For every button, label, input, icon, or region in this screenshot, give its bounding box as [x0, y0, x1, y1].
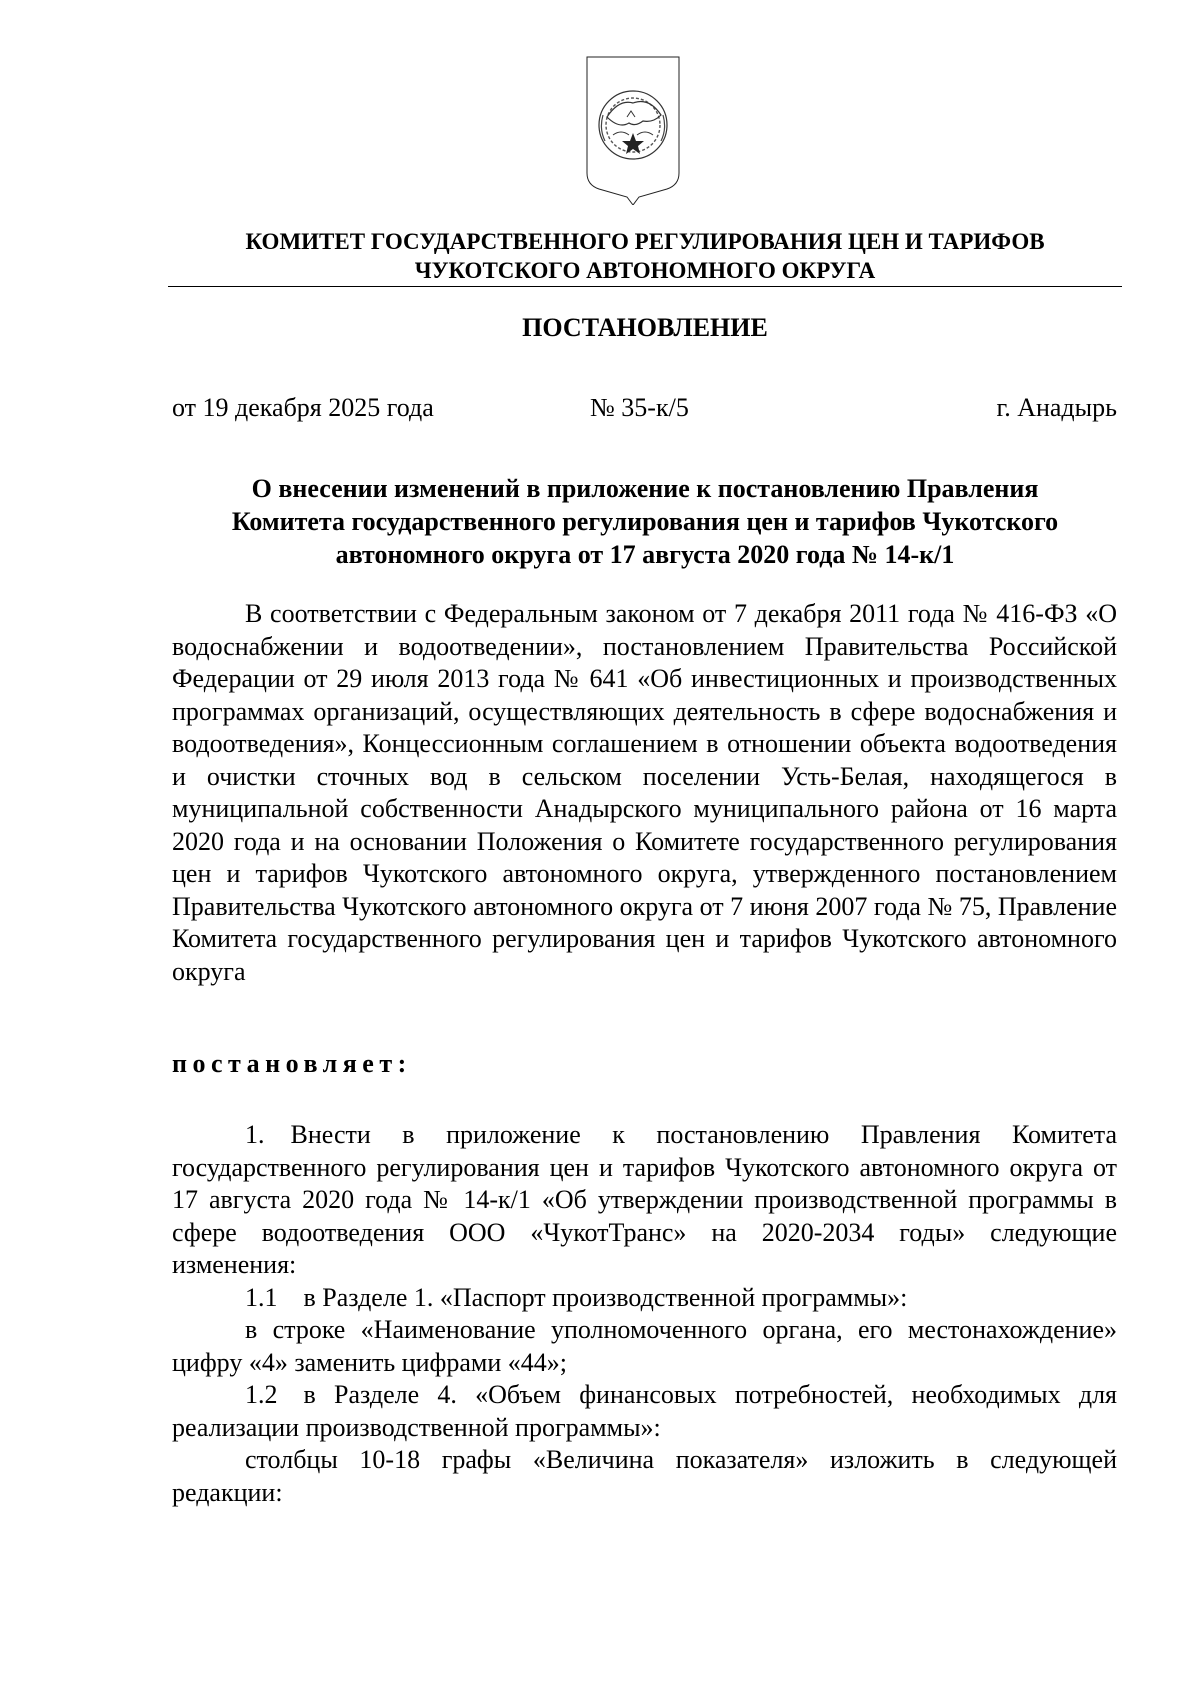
subject-line-1: О внесении изменений в приложение к постановлению Правления	[251, 474, 1039, 503]
item-1-1: 1.1 в Разделе 1. «Паспорт производственной программы»:	[245, 1282, 908, 1312]
document-city: г. Анадырь	[996, 393, 1117, 422]
preamble-paragraph: В соответствии с Федеральным законом от 7 декабря 2011 года № 416-ФЗ «О водоснабжении и водоотведении», постановлением Правительства Российской Федерации от 29 июля 2013 года № 641 «Об инвестиционных и производственных программах организаций, осуществляющих деятельность в сфере водоснабжения и водоотведения», Концессионным соглашением в отношении объекта водоотведения и очистки сточных вод в сельском поселении Усть-Белая, находящегося в муниципальной собственности Анадырского муниципального района от 16 марта 2020 года и на основании Положения о Комитете государственного регулирования цен и тарифов Чукотского автономного округа, утвержденного постановлением Правительства Чукотского автономного округа от 7 июня 2007 года № 75, Правление Комитета государственного регулирования цен и тарифов Чукотского автономного округа	[172, 599, 1117, 986]
coat-of-arms-emblem	[583, 55, 683, 205]
subject-line-2: Комитета государственного регулирования цен и тарифов Чукотского	[231, 507, 1059, 536]
item-1-1-text: в строке «Наименование уполномоченного органа, его местонахождение» цифру «4» заменить цифрами «44»;	[172, 1315, 1117, 1377]
organization-name	[168, 227, 1122, 285]
item-1-2-text: столбцы 10-18 графы «Величина показателя» изложить в следующей редакции:	[172, 1445, 1117, 1507]
preamble-section	[172, 598, 1117, 988]
organization-line-1: КОМИТЕТ ГОСУДАРСТВЕННОГО РЕГУЛИРОВАНИЯ ЦЕН И ТАРИФОВ	[245, 229, 1045, 254]
document-date: от 19 декабря 2025 года	[172, 393, 434, 422]
item-1-2: 1.2 в Разделе 4. «Объем финансовых потребностей, необходимых для реализации производственной программы»:	[172, 1380, 1117, 1442]
document-number: № 35-к/5	[590, 393, 689, 422]
item-1: 1. Внести в приложение к постановлению Правления Комитета государственного регулирования цен и тарифов Чукотского автономного округа от 17 августа 2020 года № 14-к/1 «Об утверждении производственной программы в сфере водоотведения ООО «ЧукотТранс» на 2020-2034 годы» следующие изменения:	[172, 1120, 1117, 1279]
organization-line-2: ЧУКОТСКОГО АВТОНОМНОГО ОКРУГА	[414, 258, 876, 283]
decree-word: постановляет:	[172, 1049, 412, 1078]
document-type: ПОСТАНОВЛЕНИЕ	[522, 313, 768, 342]
header-divider	[168, 286, 1122, 287]
subject-line-3: автономного округа от 17 августа 2020 года № 14-к/1	[335, 540, 955, 569]
document-subject	[168, 472, 1122, 571]
resolution-items	[172, 1119, 1117, 1509]
